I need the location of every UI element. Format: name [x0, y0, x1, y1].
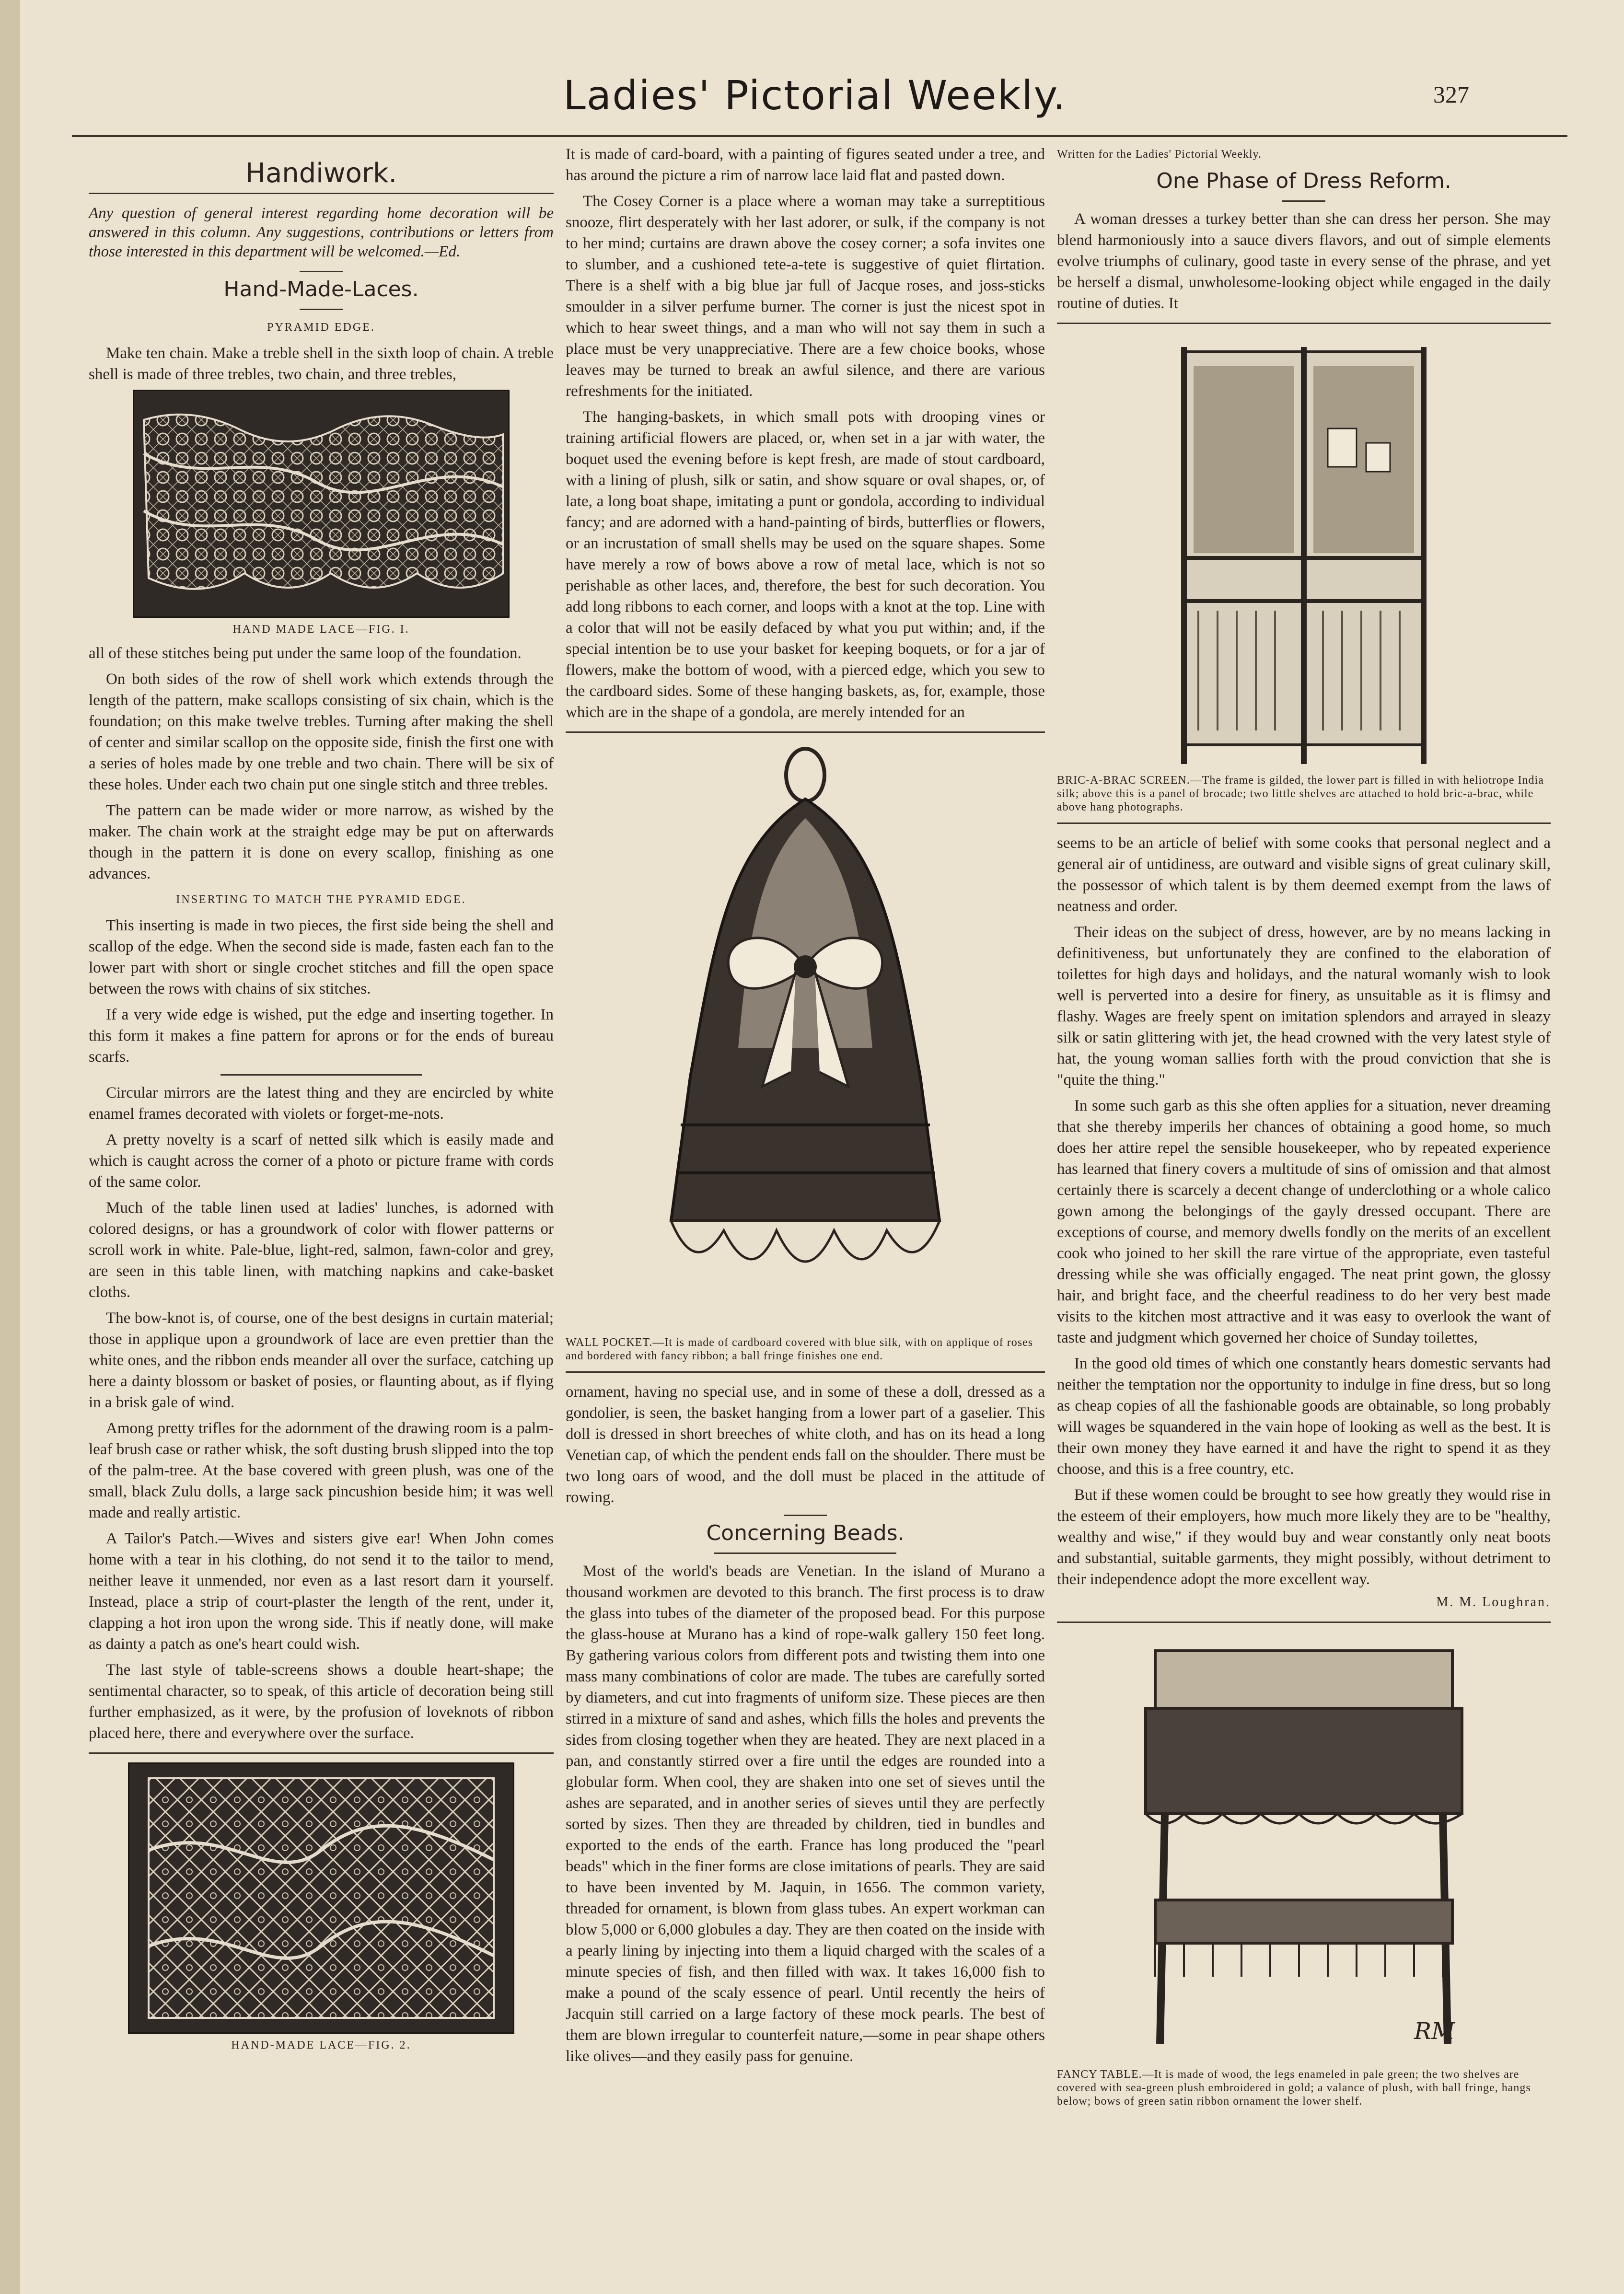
paragraph: Their ideas on the subject of dress, however, are by no means lacking in definitiveness, but unfortunately they are confined to the elaboration of toilettes for high days and holidays, and the natural womanly wish to look well is perverted into a desire for finery, as unsuitable as it is flimsy and flashy. Wages are freely spent on imitation splendors and arrayed in sleazy silk or satin glittering with jet, the head crowned with the very latest style of hat, the young woman sallies forth with the proud conviction that she is "quite the thing." — [1057, 924, 1551, 1089]
divider — [566, 1371, 1045, 1373]
paragraph: Most of the world's beads are Venetian. In the island of Murano a thousand workmen are devoted to this branch. The first process is to draw the glass into tubes of the diameter of the proposed bead. For this purpose the glass-house at Murano has a kind of rope-walk gallery 150 feet long. By gathering various colors from different pots and twisting them into one mass many combinations of color are made. The tubes are carefully sorted by diameters, and cut into fragments of uniform size. These pieces are then stirred in a mixture of sand and ashes, which fills the holes and prevents the sides from closing together when they are heated. They are next placed in a pan, and constantly stirred over a fire until the edges are rounded into a globular form. When cool, they are shaken into one set of sieves until the ashes are separated, and in another series of sieves until they are perfectly sorted by sizes. Then they are threaded by children, tied in bundles and exported to the ends of the earth. France has long produced the "pearl beads" which in the finer forms are close imitations of pearls. They are said to have been invented by M. Jaquin, in 1656. The common variety, threaded for ornament, is blown from glass tubes. An expert workman can blow 5,000 or 6,000 globules a day. They are then coated on the inside with a pearly lining by injecting into them a liquid charged with the scales of a minute species of fish, and then filled with wax. It takes 16,000 fish to make a pound of the scaly essence of pearl. Until recently the heirs of Jacquin still carried on a large factory of these mock pearls. The best of them are blown irregular to counterfeit nature,—some in pear shape others like olives—and they easily pass for genuine. — [566, 1563, 1045, 2065]
paragraph: The bow-knot is, of course, one of the best designs in curtain material; those in applique upon a groundwork of lace are even prettier than the white ones, and the ribbon ends meander all over the surface, catching up here a dainty blossom or basket of posies, or flaunting about, as if flying in a brisk gale of wind. — [89, 1309, 554, 1411]
paragraph: all of these stitches being put under the same loop of the foundation. — [89, 645, 522, 662]
column-1 — [89, 144, 554, 2059]
paragraph: In the good old times of which one constantly hears domestic servants had neither the temptation nor the opportunity to indulge in fine dress, but so long as cheap copies of all the fashionable goods are obtainable, so long probably will wages be squandered in the vain hope of looking as well as the best. It is their own money they have earned it and have the right to spend it as they choose, and this is a free country, etc. — [1057, 1355, 1551, 1478]
editor-note: Any question of general interest regarding home decoration will be answered in this column. Any suggestions, contributions or letters from those interested in this department will be welcomed.—Ed. — [89, 205, 554, 260]
subhead-pyramid-edge: PYRAMID EDGE. — [267, 321, 375, 334]
paragraph: A pretty novelty is a scarf of netted silk which is easily made and which is caught across the corner of a photo or picture frame with cords of the same color. — [89, 1131, 554, 1191]
divider — [1057, 1622, 1551, 1623]
masthead-title: Ladies' Pictorial Weekly. — [563, 72, 1067, 119]
divider — [89, 1752, 554, 1754]
page-edge — [0, 0, 20, 2294]
article-title-laces: Hand-Made-Laces. — [223, 277, 419, 301]
lace-figure-1 — [133, 390, 510, 618]
figure-caption: FANCY TABLE.—It is made of wood, the legs enameled in pale green; the two shelves are covered with sea-green plush embroidered in gold; a valance of plush, with ball fringe, hangs below; bows of green satin ribbon ornament the lower shelf. — [1057, 2068, 1531, 2108]
author-signature: M. M. Loughran. — [1436, 1595, 1551, 1610]
byline: Written for the Ladies' Pictorial Weekly. — [1057, 148, 1262, 161]
wall-pocket-illustration — [633, 741, 978, 1331]
figure-caption: BRIC-A-BRAC SCREEN.—The frame is gilded, the lower part is filled in with heliotrope India silk; above this is a panel of brocade; two little shelves are attached to hold bric-a-brac, while above hang photographs. — [1057, 774, 1544, 813]
wall-pocket-drawing — [633, 741, 978, 1331]
paragraph: Make ten chain. Make a treble shell in the sixth loop of chain. A treble shell is made of three trebles, two chain, and three trebles, — [89, 345, 554, 383]
paragraph: A Tailor's Patch.—Wives and sisters give ear! When John comes home with a tear in his clothing, do not send it to the tailor to mend, neither leave it unmended, nor even as a last resort darn it yourself. Instead, place a strip of court-plaster the length of the rent, under it, clapping a hot iron upon the wrong side. This if neatly done, will make as dainty a patch as one's heart could wish. — [89, 1530, 554, 1653]
divider — [89, 193, 554, 194]
paragraph: ornament, having no special use, and in some of these a doll, dressed as a gondolier, is seen, the basket hanging from a lower part of a gaselier. This doll is dressed in short breeches of white cloth, and has on its head a long Venetian cap, of which the pendent ends fall on the shoulder. There must be two long oars of wood, and the doll must be placed in the attitude of rowing. — [566, 1383, 1045, 1506]
lace-pattern-2 — [129, 1764, 513, 2032]
paragraph: The hanging-baskets, in which small pots with drooping vines or training artificial flowers are placed, or, when set in a jar with water, the boquet used the evening before is kept fresh, are made of stout cardboard, with a lining of plush, silk or satin, and show square or oval shapes, or, of late, a long boat shape, imitating a punt or gondola, according to individual fancy; and are adorned with a hand-painting of birds, butterflies or flowers, or an incrustation of small shells may be used on the square shapes. Some have merely a row of bows above a row of metal lace, which is not so perishable as other laces, and, therefore, the best for such decoration. You add long ribbons to each corner, and loops with a knot at the top. Line with a color that will not be easily defaced by what you put within; and, if the special intention be to use your basket for keeping boquets, or for a jar of flowers, make the bottom of wood, with a pierced edge, which you sew to the cardboard sides. Some of these hanging baskets, as, for, example, those which are in the shape of a gondola, are merely intended for an — [566, 408, 1045, 721]
divider — [300, 309, 343, 310]
paragraph: seems to be an article of belief with some cooks that personal neglect and a general air of untidiness, are outward and visible signs of great culinary skill, the possessor of which talent is by them deemed exempt from the laws of neatness and order. — [1057, 834, 1551, 915]
paragraph: Among pretty trifles for the adornment of the drawing room is a palm-leaf brush case or rather whisk, the soft dusting brush slipped into the top of the palm-tree. At the base covered with green plush, was one of the small, black Zulu dolls, a large sack pincushion beside him; it was well made and really artistic. — [89, 1420, 554, 1521]
masthead-rule — [72, 135, 1567, 137]
paragraph: This inserting is made in two pieces, the first side being the shell and scallop of the edge. When the second side is made, fasten each fan to the lower part with short or single crochet stitches and fill the open space between the rows with chains of six stitches. — [89, 917, 554, 997]
paragraph: It is made of card-board, with a painting of figures seated under a tree, and has around the picture a rim of narrow lace laid flat and pasted down. — [566, 146, 1045, 184]
screen-illustration — [1155, 333, 1452, 769]
table-illustration — [1107, 1632, 1500, 2063]
lace-pattern-1 — [134, 391, 508, 616]
divider — [714, 1553, 896, 1554]
paragraph: But if these women could be brought to see how greatly they would rise in the esteem of their employers, how much more likely they are to be "healthy, wealthy and wise," if they would buy and wear constantly only neat boots and substantial, suitable garments, they might possibly, without detriment to their independence adopt the more excellent way. — [1057, 1486, 1551, 1588]
divider — [1057, 323, 1551, 324]
article-title-beads: Concerning Beads. — [706, 1521, 905, 1545]
figure-caption: HAND MADE LACE—FIG. I. — [232, 623, 410, 636]
subhead-inserting: INSERTING TO MATCH THE PYRAMID EDGE. — [176, 893, 466, 906]
table-drawing — [1107, 1632, 1500, 2063]
divider — [1057, 823, 1551, 824]
figure-caption: WALL POCKET.—It is made of cardboard covered with blue silk, with on applique of roses and bordered with fancy ribbon; a ball fringe finishes one end. — [566, 1336, 1033, 1362]
paragraph: On both sides of the row of shell work which extends through the length of the pattern, make scallops consisting of six chain, which is the foundation; on this make twelve trebles. Turning after making the shell of center and similar scallop on the opposite side, finish the first one with a series of holes made by one treble and two chain. There will be six of these holes. Under each two chain put one single stitch and three trebles. — [89, 671, 554, 793]
paragraph: The Cosey Corner is a place where a woman may take a surreptitious snooze, flirt desperately with her last adorer, or sulk, if the company is not to her mind; curtains are drawn above the cosey corner; a sofa invites one to slumber, and a cushioned tete-a-tete is suggestive of quiet flirtation. There is a shelf with a big blue jar full of Jacque roses, and joss-sticks smoulder in a silver perfume burner. The corner is just the nicest spot in which to hear sweet things, and a man who will not say them in such a place must be very unappreciative. There are a few choice books, whose leaves may be turned to break an awful silence, and there are various refreshments for the initiated. — [566, 193, 1045, 400]
paragraph: If a very wide edge is wished, put the edge and inserting together. In this form it makes a fine pattern for aprons or for the ends of bureau scarfs. — [89, 1006, 554, 1066]
section-title-handiwork: Handiwork. — [245, 158, 397, 189]
lace-figure-2 — [128, 1762, 514, 2034]
article-title-dress-reform: One Phase of Dress Reform. — [1156, 169, 1451, 193]
column-3 — [1057, 144, 1551, 2115]
divider — [300, 271, 343, 272]
divider — [566, 731, 1045, 733]
page-number: 327 — [1433, 81, 1469, 108]
divider — [220, 1074, 422, 1076]
paragraph: A woman dresses a turkey better than she can dress her person. She may blend harmoniously into a sauce divers flavors, and out of simple elements evolve triumphs of culinary, good taste in every sense of the phrase, and yet be herself a dismal, unwholesome-looking object while engaged in the daily routine of duties. It — [1057, 210, 1551, 312]
divider — [1282, 200, 1325, 202]
screen-drawing — [1155, 333, 1452, 769]
divider — [784, 1515, 827, 1516]
paragraph: Much of the table linen used at ladies' lunches, is adorned with colored designs, or has a groundwork of color with flower patterns or scroll work in white. Pale-blue, light-red, salmon, fawn-color and grey, are seen in this table linen, with matching napkins and cake-basket cloths. — [89, 1199, 554, 1301]
paragraph: Circular mirrors are the latest thing and they are encircled by white enamel frames decorated with violets or forget-me-nots. — [89, 1084, 554, 1123]
paragraph: The last style of table-screens shows a double heart-shape; the sentimental character, so to speak, of this article of decoration being still further emphasized, as it were, by the profusion of loveknots of ribbon placed here, there and everywhere over the surface. — [89, 1661, 554, 1742]
column-2 — [566, 144, 1045, 2072]
figure-caption: HAND-MADE LACE—FIG. 2. — [231, 2039, 411, 2051]
paragraph: In some such garb as this she often applies for a situation, never dreaming that she thereby imperils her chances of obtaining a good home, so much does her attire repel the sensible housekeeper, who by repeated experience has learned that finery covers a multitude of sins of omission and that almost certainly there is scarcely a decent change of underclothing or a whole calico gown among the belongings of the gayly dressed occupant. There are exceptions of course, and memory dwells fondly on the merits of an excellent cook who joined to her skill the rare virtue of the appropriate, even tasteful dressing while she was officially engaged. The neat print gown, the glossy hair, and bright face, and the cheerful readiness to do her very best made visits to the kitchen most attractive and it was easy to overlook the want of taste and judgment which governed her choice of Sunday toilettes, — [1057, 1097, 1551, 1346]
artist-initials: RM — [1414, 2018, 1455, 2045]
paragraph: The pattern can be made wider or more narrow, as wished by the maker. The chain work at the straight edge may be put on afterwards though in the pattern it is done on every scallop, finishing as one advances. — [89, 802, 554, 882]
